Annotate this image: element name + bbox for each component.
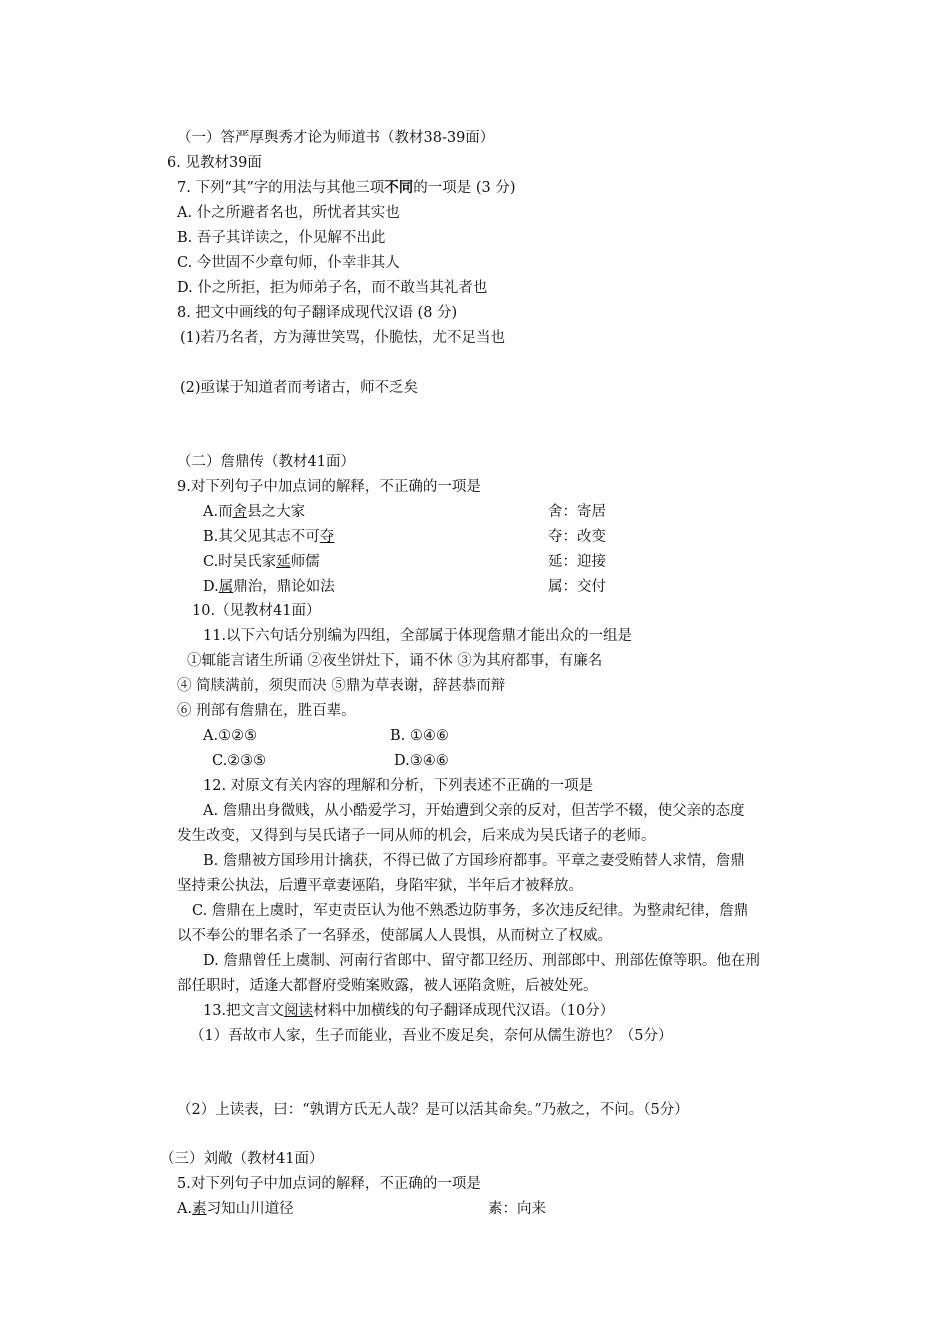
q13-part-1: （1）吾故市人家，生子而能业，吾业不废足矣，奈何从儒生游也？（5分）: [190, 1028, 673, 1044]
q9-gloss-d: 属：交付: [548, 579, 606, 595]
q12-option-a-line-2: 发生改变，又得到与吴氏诸子一同从师的机会，后来成为吴氏诸子的老师。: [177, 828, 656, 844]
q12-option-c-line-2: 以不奉公的罪名杀了一名驿丞，使部属人人畏惧，从而树立了权威。: [177, 928, 612, 944]
dotted-word: 素: [192, 1201, 207, 1217]
q7-option-c: C. 今世固不少章句师，仆幸非其人: [177, 255, 400, 271]
question-7: 7. 下列“其”字的用法与其他三项不同的一项是 (3 分): [177, 179, 516, 196]
q11-option-b: B. ①④⑥: [390, 728, 449, 744]
q9-gloss-a: 舍：寄居: [548, 504, 606, 520]
question-11: 11.以下六句话分别编为四组，全部属于体现詹鼎才能出众的一组是: [203, 628, 633, 644]
q7-option-b: B. 吾子其详读之，仆见解不出此: [177, 230, 386, 246]
dotted-word: 延: [276, 554, 291, 570]
q7-option-d: D. 仆之所拒，拒为师弟子名，而不敢当其礼者也: [177, 280, 488, 296]
q12-option-d-line-1: D. 詹鼎曾任上虞制、河南行省郎中、留守都卫经历、刑部郎中、刑部佐僚等职。他在刑: [203, 953, 760, 969]
q7-option-a: A. 仆之所避者名也，所忧者其实也: [177, 205, 400, 221]
q12-option-c-line-1: C. 詹鼎在上虞时，军吏责臣认为他不熟悉边防事务，多次违反纪律。为整肃纪律，詹鼎: [192, 903, 749, 919]
question-12: 12. 对原文有关内容的理解和分析，下列表述不正确的一项是: [203, 778, 594, 794]
q9-option-d: D.属鼎治，鼎论如法: [203, 579, 335, 595]
q11-option-a: A.①②⑤: [203, 728, 258, 744]
section-2-title: （二）詹鼎传（教材41面）: [177, 454, 355, 470]
question-5: 5.对下列句子中加点词的解释，不正确的一项是: [177, 1176, 481, 1192]
q11-option-c: C.②③⑤: [212, 753, 267, 769]
q9-option-c: C.时吴氏家延师儒: [203, 554, 320, 570]
q12-option-a-line-1: A. 詹鼎出身微贱，从小酷爱学习，开始遭到父亲的反对，但苦学不辍，使父亲的态度: [203, 803, 745, 819]
question-8: 8. 把文中画线的句子翻译成现代汉语 (8 分): [177, 305, 458, 321]
q11-line-3: ⑥ 刑部有詹鼎在，胜百辈。: [177, 703, 356, 719]
question-10: 10.（见教材41面）: [192, 603, 321, 619]
question-13: 13.把文言文阅读材料中加横线的句子翻译成现代汉语。（10分）: [203, 1003, 615, 1019]
q9-gloss-b: 夺：改变: [548, 529, 606, 545]
q12-option-b-line-1: B. 詹鼎被方国珍用计擒获，不得已做了方国珍府都事。平章之妻受贿替人求情，詹鼎: [203, 853, 745, 869]
q9-option-b: B.其父见其志不可夺: [203, 529, 335, 545]
dotted-word: 夺: [319, 529, 335, 545]
q9-option-a: A.而舍县之大家: [203, 504, 306, 520]
q5-gloss-a: 素：向来: [488, 1201, 546, 1217]
question-6: 6. 见教材39面: [167, 155, 262, 171]
q13-part-2: （2）上读表，曰：“孰谓方氏无人哉？是可以活其命矣。”乃赦之，不问。（5分）: [177, 1102, 689, 1118]
dotted-word: 舍: [232, 504, 248, 520]
q12-option-d-line-2: 部任职时，适逢大都督府受贿案败露，被人诬陷贪赃，后被处死。: [177, 978, 598, 994]
q11-line-1: ①辄能言诸生所诵 ②夜坐饼灶下，诵不休 ③为其府都事，有廉名: [187, 653, 603, 669]
q9-gloss-c: 延：迎接: [548, 554, 606, 570]
dotted-word: 属: [218, 579, 234, 595]
q5-option-a: A.素习知山川道径: [177, 1201, 294, 1217]
q8-part-2: (2)亟谋于知道者而考诸古，师不乏矣: [180, 380, 419, 396]
question-9: 9.对下列句子中加点词的解释，不正确的一项是: [177, 479, 481, 495]
section-1-title: （一）答严厚舆秀才论为师道书（教材38-39面）: [177, 130, 495, 146]
section-3-title: （三）刘敞（教材41面）: [160, 1151, 324, 1167]
q11-option-d: D.③④⑥: [394, 753, 449, 769]
q11-line-2: ④ 简牍满前，须臾而决 ⑤鼎为草表谢，辞甚恭而辩: [177, 678, 506, 694]
q8-part-1: (1)若乃名者，方为薄世笑骂，仆脆怯，尤不足当也: [180, 330, 506, 346]
q12-option-b-line-2: 坚持秉公执法，后遭平章妻诬陷，身陷牢狱，半年后才被释放。: [177, 878, 583, 894]
